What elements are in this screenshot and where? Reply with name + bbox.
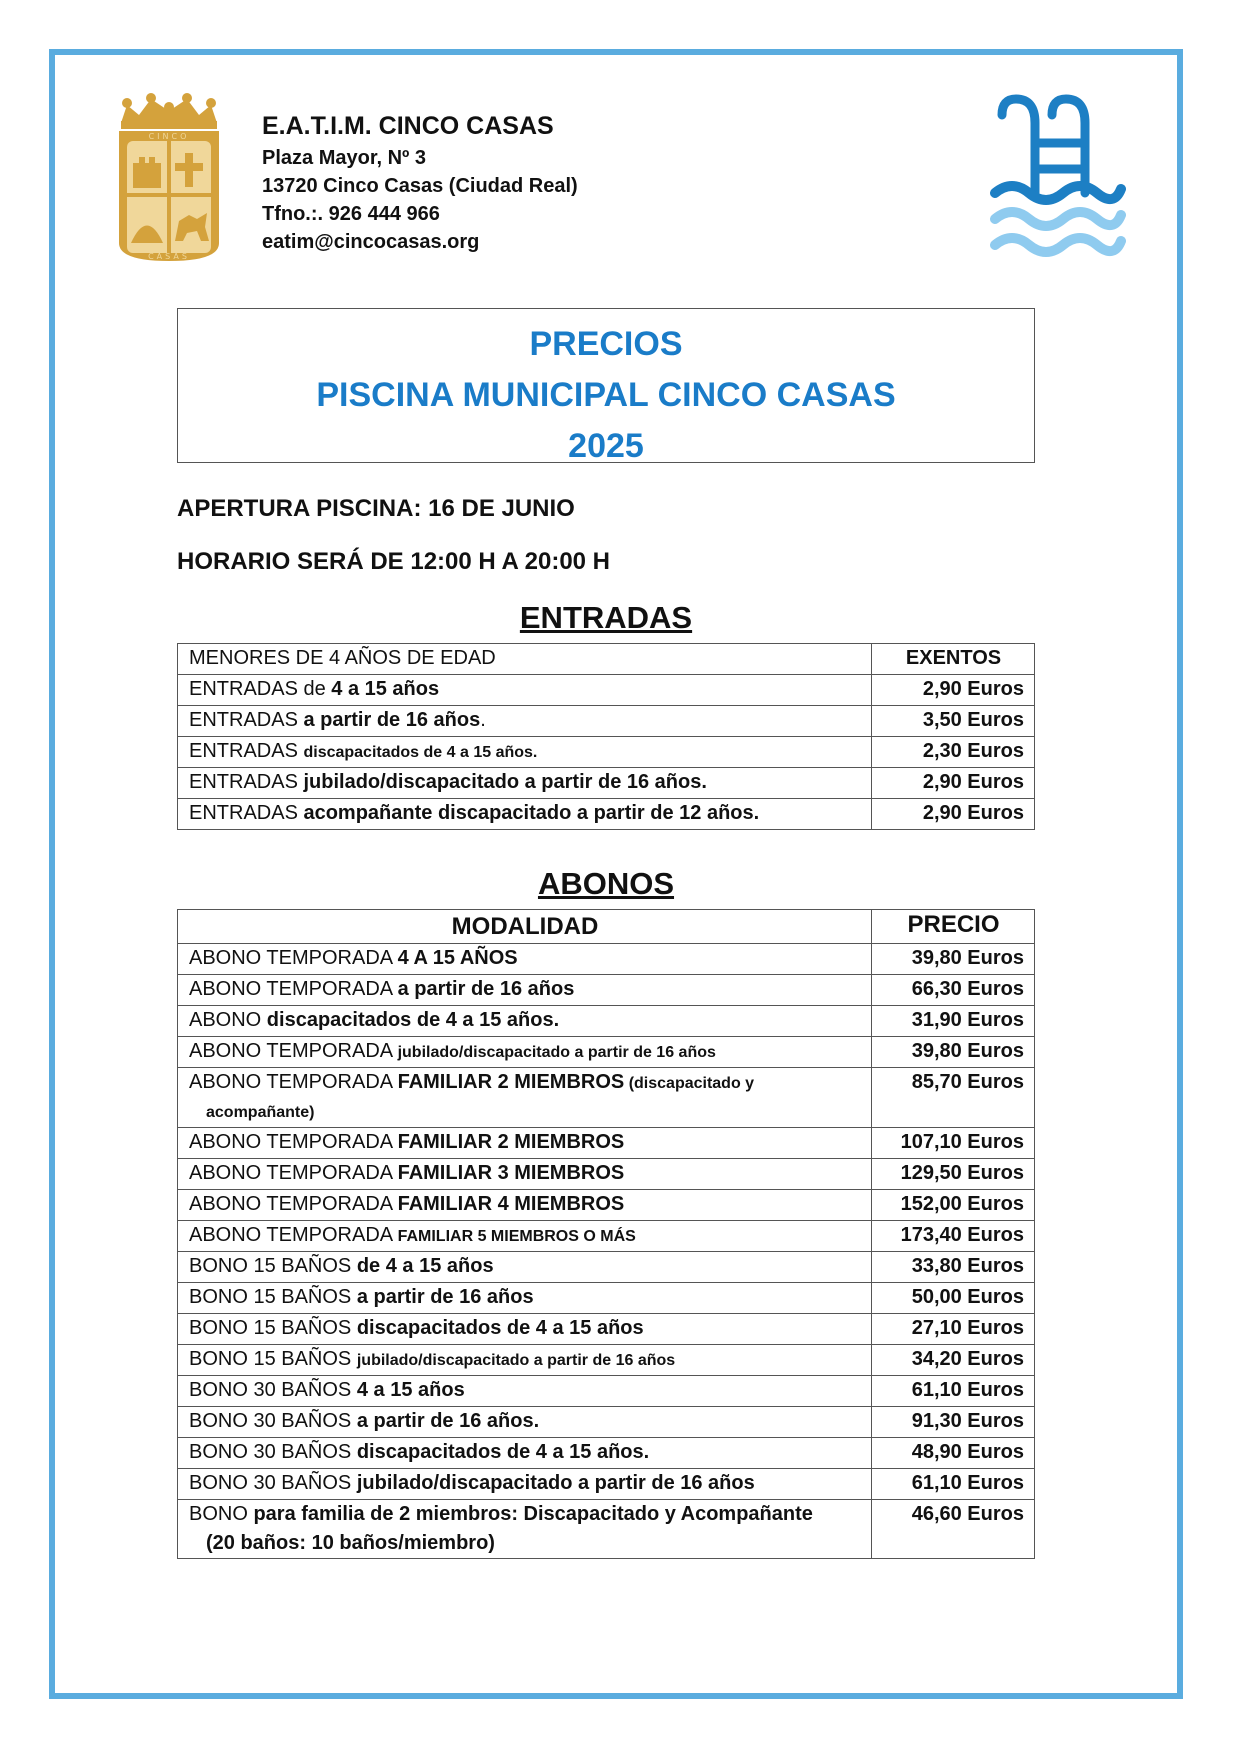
row-detail: 4 a 15 años: [356, 1379, 465, 1401]
row-description: [178, 1314, 872, 1345]
row-prefix: ABONO TEMPORADA: [189, 1162, 398, 1184]
row-description: [178, 1006, 872, 1037]
row-price: 66,30 Euros: [872, 975, 1035, 1006]
row-detail: FAMILIAR 2 MIEMBROS: [397, 1131, 625, 1153]
row-prefix: ENTRADAS de: [189, 678, 332, 700]
title-box: [177, 308, 1035, 463]
title-line-1: PRECIOS: [529, 325, 683, 363]
row-prefix: BONO 15 BAÑOS: [189, 1255, 357, 1277]
table-row: [178, 1128, 1035, 1159]
table-row: [178, 1159, 1035, 1190]
table-row: [178, 1500, 1035, 1559]
row-description: [178, 1068, 872, 1128]
row-prefix: ABONO TEMPORADA: [189, 947, 398, 969]
row-price: 85,70 Euros: [872, 1068, 1035, 1128]
row-description: [178, 1190, 872, 1221]
row-description: [178, 1159, 872, 1190]
row-prefix: ABONO TEMPORADA: [189, 1224, 398, 1246]
row-description: [178, 1252, 872, 1283]
table-row: [178, 706, 1035, 737]
row-detail-small: jubilado/discapacitado a partir de 16 años: [356, 1352, 676, 1369]
row-detail: jubilado/discapacitado a partir de 16 años.: [303, 771, 707, 793]
row-detail-small: (discapacitado y: [624, 1075, 755, 1092]
row-detail: acompañante discapacitado a partir de 12 años.: [303, 802, 760, 824]
row-detail: para familia de 2 miembros: Discapacitado y Acompañante: [253, 1503, 813, 1525]
row-price: 50,00 Euros: [872, 1283, 1035, 1314]
table-row: [178, 1407, 1035, 1438]
table-row: [178, 1190, 1035, 1221]
row-prefix: ENTRADAS: [189, 709, 304, 731]
table-row: [178, 1006, 1035, 1037]
table-row: [178, 1068, 1035, 1128]
row-description: [178, 737, 872, 768]
row-description: [178, 675, 872, 706]
row-detail-small: jubilado/discapacitado a partir de 16 años: [397, 1044, 716, 1061]
row-prefix: BONO 30 BAÑOS: [189, 1379, 357, 1401]
row-prefix: BONO 15 BAÑOS: [189, 1286, 357, 1308]
row-prefix: ENTRADAS: [189, 740, 304, 762]
table-row: [178, 799, 1035, 830]
row-price: 2,90 Euros: [872, 675, 1035, 706]
table-row: [178, 1252, 1035, 1283]
phone: Tfno.:. 926 444 966: [262, 203, 440, 225]
row-price: 61,10 Euros: [872, 1376, 1035, 1407]
table-row: [178, 768, 1035, 799]
row-prefix: BONO 30 BAÑOS: [189, 1472, 357, 1494]
row-description: [178, 1128, 872, 1159]
table-row: [178, 1283, 1035, 1314]
row-description: [178, 799, 872, 830]
row-detail: a partir de 16 años: [397, 978, 575, 1000]
row-prefix: MENORES DE 4 AÑOS DE EDAD: [189, 647, 496, 669]
row-detail: 4 a 15 años: [331, 678, 440, 700]
row-price: 33,80 Euros: [872, 1252, 1035, 1283]
row-price: 27,10 Euros: [872, 1314, 1035, 1345]
row-prefix: BONO: [189, 1503, 254, 1525]
row-price: 2,30 Euros: [872, 737, 1035, 768]
row-price: 31,90 Euros: [872, 1006, 1035, 1037]
row-prefix: BONO 30 BAÑOS: [189, 1410, 357, 1432]
row-prefix: ABONO: [189, 1009, 267, 1031]
row-price: 39,80 Euros: [872, 1037, 1035, 1068]
table-header-row: [178, 910, 1035, 944]
title-line-2: PISCINA MUNICIPAL CINCO CASAS: [316, 376, 896, 414]
row-prefix: ENTRADAS: [189, 771, 304, 793]
row-detail: discapacitados de 4 a 15 años.: [356, 1441, 650, 1463]
column-header-precio: PRECIO: [872, 910, 1035, 944]
table-row: [178, 737, 1035, 768]
opening-hours: HORARIO SERÁ DE 12:00 H A 20:00 H: [177, 548, 611, 575]
row-description: [178, 644, 872, 675]
row-continuation: (20 baños: 10 baños/miembro): [206, 1532, 495, 1554]
row-description: [178, 1469, 872, 1500]
table-row: [178, 1037, 1035, 1068]
row-description: [178, 975, 872, 1006]
row-price: 46,60 Euros: [872, 1500, 1035, 1559]
row-price: 152,00 Euros: [872, 1190, 1035, 1221]
table-row: [178, 1314, 1035, 1345]
row-detail-small: discapacitados de 4 a 15 años.: [303, 744, 538, 761]
crest-text-bottom: CASAS: [148, 252, 190, 261]
row-detail: discapacitados de 4 a 15 años: [356, 1317, 644, 1339]
row-detail: discapacitados de 4 a 15 años.: [266, 1009, 560, 1031]
row-description: [178, 1438, 872, 1469]
row-price: 107,10 Euros: [872, 1128, 1035, 1159]
row-detail: a partir de 16 años.: [356, 1410, 540, 1432]
row-prefix: ABONO TEMPORADA: [189, 1071, 398, 1093]
row-prefix: ENTRADAS: [189, 802, 304, 824]
title-line-3: 2025: [568, 427, 644, 465]
row-description: [178, 1500, 872, 1559]
row-description: [178, 1407, 872, 1438]
table-row: [178, 975, 1035, 1006]
row-continuation: acompañante): [206, 1104, 315, 1121]
row-price: 129,50 Euros: [872, 1159, 1035, 1190]
table-row: [178, 1221, 1035, 1252]
abonos-table: [177, 909, 1035, 1559]
row-prefix: ABONO TEMPORADA: [189, 978, 398, 1000]
row-detail: a partir de 16 años: [356, 1286, 534, 1308]
row-price: 173,40 Euros: [872, 1221, 1035, 1252]
email: eatim@cincocasas.org: [262, 231, 480, 253]
row-prefix: ABONO TEMPORADA: [189, 1131, 398, 1153]
row-prefix: BONO 15 BAÑOS: [189, 1348, 357, 1370]
row-detail: 4 A 15 AÑOS: [397, 947, 518, 969]
row-description: [178, 1283, 872, 1314]
row-price: 91,30 Euros: [872, 1407, 1035, 1438]
row-detail: FAMILIAR 3 MIEMBROS: [397, 1162, 625, 1184]
table-row: [178, 1345, 1035, 1376]
row-description: [178, 706, 872, 737]
entradas-heading: ENTRADAS: [519, 600, 693, 635]
row-price: 2,90 Euros: [872, 799, 1035, 830]
row-description: [178, 1037, 872, 1068]
organization-name: E.A.T.I.M. CINCO CASAS: [262, 112, 554, 140]
coat-of-arms-icon: [117, 93, 221, 263]
row-prefix: BONO 15 BAÑOS: [189, 1317, 357, 1339]
row-description: [178, 768, 872, 799]
row-suffix: .: [480, 709, 486, 731]
row-description: [178, 1221, 872, 1252]
table-row: [178, 1469, 1035, 1500]
abonos-heading: ABONOS: [537, 866, 675, 901]
row-price: 34,20 Euros: [872, 1345, 1035, 1376]
address: Plaza Mayor, Nº 3: [262, 147, 427, 169]
row-price: 48,90 Euros: [872, 1438, 1035, 1469]
row-detail-small: FAMILIAR 5 MIEMBROS O MÁS: [397, 1228, 636, 1245]
row-detail: de 4 a 15 años: [356, 1255, 494, 1277]
row-detail: jubilado/discapacitado a partir de 16 años: [356, 1472, 755, 1494]
row-prefix: ABONO TEMPORADA: [189, 1040, 398, 1062]
opening-date: APERTURA PISCINA: 16 DE JUNIO: [177, 495, 575, 522]
row-detail: FAMILIAR 2 MIEMBROS: [397, 1071, 625, 1093]
entradas-table: [177, 643, 1035, 830]
row-description: [178, 1345, 872, 1376]
row-price: 3,50 Euros: [872, 706, 1035, 737]
row-price: 2,90 Euros: [872, 768, 1035, 799]
table-row: [178, 1438, 1035, 1469]
row-price: EXENTOS: [872, 644, 1035, 675]
organization-info: [262, 108, 578, 256]
swimming-pool-icon: [990, 93, 1126, 269]
row-detail: a partir de 16 años: [303, 709, 481, 731]
crest-text-top: CINCO: [148, 132, 190, 141]
table-row: [178, 675, 1035, 706]
row-price: 39,80 Euros: [872, 944, 1035, 975]
table-row: [178, 944, 1035, 975]
column-header-modalidad: MODALIDAD: [178, 910, 872, 944]
row-detail: FAMILIAR 4 MIEMBROS: [397, 1193, 625, 1215]
row-prefix: ABONO TEMPORADA: [189, 1193, 398, 1215]
row-description: [178, 944, 872, 975]
table-row: [178, 1376, 1035, 1407]
city: 13720 Cinco Casas (Ciudad Real): [262, 175, 578, 197]
table-row: [178, 644, 1035, 675]
row-description: [178, 1376, 872, 1407]
row-price: 61,10 Euros: [872, 1469, 1035, 1500]
row-prefix: BONO 30 BAÑOS: [189, 1441, 357, 1463]
